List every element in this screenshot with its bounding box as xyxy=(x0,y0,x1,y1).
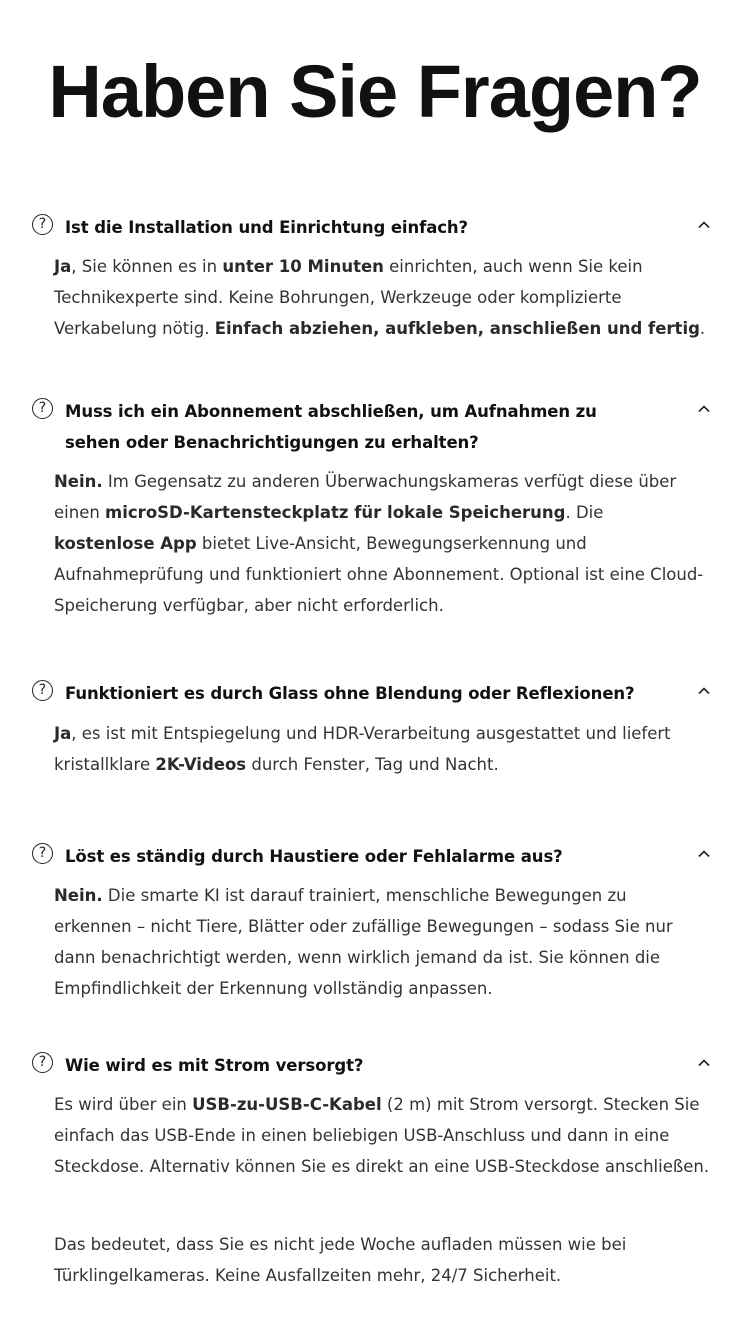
faq-question: Ist die Installation und Einrichtung einfach? xyxy=(65,218,469,237)
question-circle-icon: ? xyxy=(32,214,53,235)
faq-answer xyxy=(54,718,694,780)
chevron-up-icon xyxy=(697,218,711,232)
answer-text: Es wird über ein xyxy=(54,1095,193,1114)
faq-answer xyxy=(54,466,704,621)
answer-text: Das bedeutet, dass Sie es nicht jede Woche aufladen müssen wie bei Türklingelkameras. Keine Ausfallzeiten mehr, 24/7 Sicherheit. xyxy=(54,1235,627,1285)
answer-bold-text: Einfach abziehen, aufkleben, anschließen und fertig xyxy=(214,319,700,338)
answer-text: bietet Live-Ansicht, Bewegungserkennung und Aufnahmeprüfung und funktioniert ohne Abonnement. Optional ist eine Cloud-Speicherung verfügbar, aber nicht erforderlich. xyxy=(54,534,704,615)
answer-bold-text: microSD-Kartensteckplatz für lokale Speicherung xyxy=(105,503,566,522)
faq-question: Muss ich ein Abonnement abschließen, um Aufnahmen zu sehen oder Benachrichtigungen zu erhalten? xyxy=(65,402,597,452)
answer-text: . xyxy=(699,319,706,338)
answer-text: Die smarte KI ist darauf trainiert, menschliche Bewegungen zu erkennen – nicht Tiere, Blätter oder zufällige Bewegungen – sodass Sie nur dann benachrichtigt werden, wenn wirklich jemand da ist. Sie können die Empfindlichkeit der Erkennung vollständig anpassen. xyxy=(54,886,673,998)
answer-bold-text: unter 10 Minuten xyxy=(222,257,384,276)
chevron-up-icon xyxy=(697,684,711,698)
answer-bold-text: Nein. xyxy=(54,886,103,905)
faq-answer xyxy=(54,251,714,344)
answer-text: . Die xyxy=(565,503,604,522)
faq-question: Löst es ständig durch Haustiere oder Fehlalarme aus? xyxy=(65,847,563,866)
answer-text: , Sie können es in xyxy=(71,257,223,276)
answer-text: einrichten, auch wenn Sie kein Technikexperte sind. Keine Bohrungen, Werkzeuge oder komplizierte Verkabelung nötig. xyxy=(54,257,643,338)
answer-bold-text: Nein. xyxy=(54,472,103,491)
answer-bold-text: Ja xyxy=(54,724,72,743)
question-circle-icon: ? xyxy=(32,843,53,864)
chevron-up-icon xyxy=(697,402,711,416)
faq-answer xyxy=(54,1089,714,1182)
chevron-up-icon xyxy=(697,847,711,861)
answer-bold-text: USB-zu-USB-C-Kabel xyxy=(192,1095,382,1114)
question-circle-icon: ? xyxy=(32,680,53,701)
question-circle-icon: ? xyxy=(32,1052,53,1073)
faq-answer xyxy=(54,880,694,1004)
answer-bold-text: 2K-Videos xyxy=(155,755,247,774)
answer-bold-text: kostenlose App xyxy=(54,534,197,553)
answer-text: (2 m) mit Strom versorgt. Stecken Sie einfach das USB-Ende in einen beliebigen USB-Anschluss und dann in eine Steckdose. Alternativ können Sie es direkt an eine USB-Steckdose anschließen. xyxy=(54,1095,710,1176)
question-circle-icon: ? xyxy=(32,398,53,419)
answer-text: , es ist mit Entspiegelung und HDR-Verarbeitung ausgestattet und liefert kristallklare xyxy=(54,724,671,774)
answer-text: Im Gegensatz zu anderen Überwachungskameras verfügt diese über einen xyxy=(54,472,677,522)
faq-question: Wie wird es mit Strom versorgt? xyxy=(65,1056,364,1075)
answer-bold-text: Ja xyxy=(54,257,72,276)
faq-answer xyxy=(54,1229,694,1291)
faq-question: Funktioniert es durch Glass ohne Blendung oder Reflexionen? xyxy=(65,684,635,703)
answer-text: durch Fenster, Tag und Nacht. xyxy=(246,755,499,774)
page-title: Haben Sie Fragen? xyxy=(48,50,702,133)
chevron-up-icon xyxy=(697,1056,711,1070)
